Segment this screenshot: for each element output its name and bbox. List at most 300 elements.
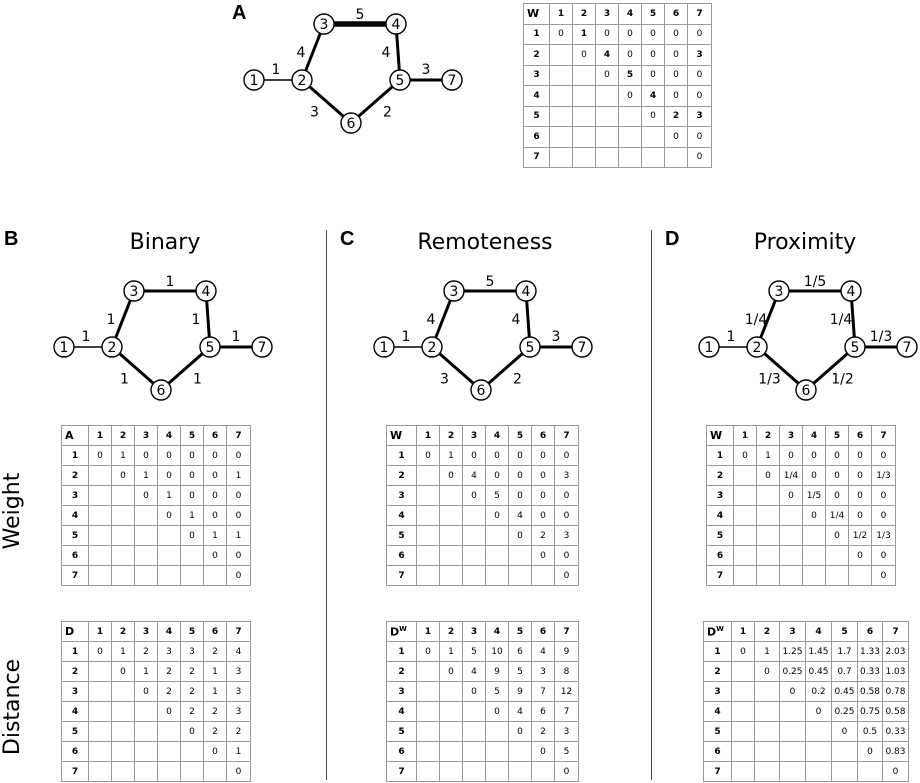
matrix-row bbox=[387, 742, 579, 762]
matrix-cell: 1/3 bbox=[872, 466, 896, 486]
matrix-cell: 1/4 bbox=[780, 466, 803, 486]
matrix-cell: 0 bbox=[849, 446, 872, 466]
matrix-col-header: 4 bbox=[806, 622, 832, 642]
matrix-row-header: 7 bbox=[62, 566, 89, 586]
matrix-row-header: 2 bbox=[387, 466, 417, 486]
matrix-cell: 0 bbox=[555, 446, 579, 466]
matrix-cell: 0 bbox=[826, 446, 849, 466]
matrix-header-row bbox=[62, 622, 251, 642]
matrix-cell: 0 bbox=[573, 45, 596, 66]
matrix-cell bbox=[619, 127, 642, 148]
matrix-cell bbox=[642, 147, 665, 168]
matrix-cell bbox=[755, 762, 780, 782]
graph-d-node-label-1: 1 bbox=[704, 340, 714, 356]
matrix-cell bbox=[755, 722, 780, 742]
matrix-col-header: 6 bbox=[858, 622, 883, 642]
matrix-cell: 0 bbox=[826, 466, 849, 486]
matrix-cell: 0 bbox=[532, 446, 555, 466]
matrix-cell bbox=[440, 742, 463, 762]
matrix-col-header: 1 bbox=[417, 426, 440, 446]
matrix-cell: 2 bbox=[665, 106, 688, 127]
matrix-corner-label: W bbox=[707, 426, 734, 446]
matrix-col-header: 3 bbox=[780, 622, 806, 642]
matrix-cell: 0 bbox=[158, 506, 181, 526]
matrix-cell: 0 bbox=[227, 762, 251, 782]
matrix-cell bbox=[550, 147, 573, 168]
matrix-cell bbox=[112, 526, 135, 546]
matrix-b-d bbox=[61, 621, 251, 782]
matrix-cell: 0 bbox=[509, 722, 532, 742]
matrix-header-row bbox=[707, 426, 896, 446]
matrix-cell: 0 bbox=[509, 526, 532, 546]
matrix-cell: 1 bbox=[440, 446, 463, 466]
matrix-cell bbox=[780, 762, 806, 782]
matrix-cell bbox=[417, 486, 440, 506]
panel-title-proximity: Proximity bbox=[753, 230, 857, 255]
matrix-col-header: 3 bbox=[463, 426, 486, 446]
graph-d-node-label-2: 2 bbox=[752, 340, 762, 356]
matrix-cell bbox=[732, 662, 755, 682]
matrix-cell: 0 bbox=[486, 702, 509, 722]
matrix-cell bbox=[806, 762, 832, 782]
matrix-cell bbox=[89, 526, 112, 546]
matrix-row bbox=[387, 702, 579, 722]
graph-b-node-label-7: 7 bbox=[257, 340, 267, 356]
matrix-cell bbox=[596, 86, 619, 107]
matrix-cell bbox=[806, 742, 832, 762]
matrix-cell: 0 bbox=[555, 762, 579, 782]
matrix-row-header: 6 bbox=[704, 742, 732, 762]
matrix-cell bbox=[440, 526, 463, 546]
panel-title-binary: Binary bbox=[129, 230, 201, 255]
matrix-col-header: 2 bbox=[573, 4, 596, 25]
matrix-cell: 0 bbox=[204, 506, 227, 526]
matrix-cell: 0 bbox=[158, 446, 181, 466]
matrix-row bbox=[387, 642, 579, 662]
matrix-row-header: 4 bbox=[387, 702, 417, 722]
matrix-row-header: 5 bbox=[704, 722, 732, 742]
matrix-cell: 0.33 bbox=[883, 722, 909, 742]
graph-c-weight-5-7: 3 bbox=[551, 329, 561, 345]
matrix-col-header: 4 bbox=[486, 426, 509, 446]
matrix-row-header: 3 bbox=[387, 486, 417, 506]
matrix-col-header: 7 bbox=[227, 426, 251, 446]
matrix-cell bbox=[734, 466, 757, 486]
matrix-cell bbox=[89, 722, 112, 742]
matrix-cell: 0 bbox=[555, 546, 579, 566]
matrix-row-header: 5 bbox=[387, 722, 417, 742]
matrix-col-header: 5 bbox=[181, 426, 204, 446]
graph-b-weight-4-5: 1 bbox=[191, 312, 201, 328]
graph-c-weight-6-5: 2 bbox=[513, 371, 522, 388]
matrix-col-header: 5 bbox=[509, 622, 532, 642]
panel-letter-b: B bbox=[4, 228, 19, 250]
matrix-cell bbox=[181, 546, 204, 566]
matrix-row bbox=[62, 506, 251, 526]
graph-c-node-label-3: 3 bbox=[449, 284, 459, 300]
matrix-cell bbox=[440, 762, 463, 782]
matrix-cell: 0 bbox=[532, 546, 555, 566]
matrix-cell: 0 bbox=[204, 742, 227, 762]
matrix-cell: 0.75 bbox=[858, 702, 883, 722]
matrix-cell bbox=[89, 662, 112, 682]
matrix-row-header: 2 bbox=[62, 466, 89, 486]
matrix-cell: 0 bbox=[89, 642, 112, 662]
matrix-cell: 0 bbox=[509, 446, 532, 466]
matrix-cell: 0 bbox=[665, 65, 688, 86]
matrix-cell bbox=[440, 566, 463, 586]
matrix-cell: 0 bbox=[872, 506, 896, 526]
matrix-cell: 1 bbox=[573, 24, 596, 45]
matrix-row bbox=[387, 762, 579, 782]
graph-a-weight-3-4: 5 bbox=[355, 7, 365, 23]
matrix-cell bbox=[532, 762, 555, 782]
matrix-cell bbox=[550, 45, 573, 66]
matrix-cell: 9 bbox=[509, 682, 532, 702]
matrix-cell bbox=[596, 127, 619, 148]
matrix-col-header: 5 bbox=[826, 426, 849, 446]
graph-a-node-label-7: 7 bbox=[447, 73, 457, 89]
matrix-cell: 0 bbox=[204, 466, 227, 486]
matrix-cell: 4 bbox=[463, 466, 486, 486]
matrix-cell: 3 bbox=[555, 466, 579, 486]
matrix-cell: 1 bbox=[204, 682, 227, 702]
matrix-row bbox=[704, 682, 909, 702]
matrix-row bbox=[62, 486, 251, 506]
matrix-cell: 6 bbox=[509, 642, 532, 662]
matrix-cell bbox=[734, 526, 757, 546]
matrix-cell: 4 bbox=[227, 642, 251, 662]
matrix-col-header: 1 bbox=[89, 426, 112, 446]
matrix-cell: 2 bbox=[204, 642, 227, 662]
matrix-cell: 1 bbox=[135, 466, 158, 486]
matrix-row bbox=[62, 702, 251, 722]
matrix-col-header: 7 bbox=[883, 622, 909, 642]
matrix-cell: 0 bbox=[227, 446, 251, 466]
matrix-cell bbox=[417, 762, 440, 782]
matrix-cell bbox=[509, 762, 532, 782]
matrix-cell: 0 bbox=[227, 546, 251, 566]
matrix-col-header: 6 bbox=[204, 426, 227, 446]
matrix-cell: 0.7 bbox=[832, 662, 858, 682]
matrix-cell: 0 bbox=[803, 466, 826, 486]
matrix-cell: 3 bbox=[227, 682, 251, 702]
matrix-cell bbox=[463, 566, 486, 586]
matrix-cell: 10 bbox=[486, 642, 509, 662]
matrix-cell: 1.7 bbox=[832, 642, 858, 662]
matrix-col-header: 6 bbox=[849, 426, 872, 446]
matrix-row bbox=[62, 722, 251, 742]
matrix-cell: 1 bbox=[227, 742, 251, 762]
matrix-cell: 0 bbox=[665, 45, 688, 66]
matrix-cell: 0 bbox=[858, 742, 883, 762]
matrix-cell bbox=[573, 127, 596, 148]
matrix-cell: 2 bbox=[181, 702, 204, 722]
matrix-cell bbox=[417, 722, 440, 742]
matrix-cell: 5 bbox=[555, 742, 579, 762]
matrix-cell: 0 bbox=[803, 446, 826, 466]
matrix-cell: 0 bbox=[417, 642, 440, 662]
matrix-cell: 0 bbox=[555, 486, 579, 506]
matrix-col-header: 3 bbox=[780, 426, 803, 446]
matrix-cell: 0 bbox=[849, 486, 872, 506]
matrix-cell bbox=[642, 127, 665, 148]
matrix-col-header: 6 bbox=[532, 622, 555, 642]
matrix-cell: 0 bbox=[642, 106, 665, 127]
matrix-cell bbox=[665, 147, 688, 168]
matrix-cell bbox=[89, 742, 112, 762]
matrix-cell: 0 bbox=[780, 682, 806, 702]
matrix-cell: 0 bbox=[532, 742, 555, 762]
matrix-corner-label: $D^W$ bbox=[387, 622, 417, 642]
matrix-cell bbox=[755, 682, 780, 702]
matrix-row-header: 5 bbox=[707, 526, 734, 546]
matrix-row-header: 6 bbox=[524, 127, 550, 148]
matrix-cell bbox=[832, 762, 858, 782]
matrix-cell bbox=[734, 486, 757, 506]
matrix-c-d bbox=[386, 621, 579, 782]
matrix-cell: 1 bbox=[440, 642, 463, 662]
matrix-row bbox=[707, 566, 896, 586]
matrix-cell bbox=[112, 742, 135, 762]
matrix-col-header: 4 bbox=[486, 622, 509, 642]
matrix-cell: 0 bbox=[688, 24, 712, 45]
matrix-cell: 0 bbox=[417, 446, 440, 466]
matrix-cell: 2 bbox=[227, 722, 251, 742]
matrix-cell: 0.25 bbox=[832, 702, 858, 722]
matrix-row-header: 6 bbox=[387, 546, 417, 566]
matrix-cell: 0.45 bbox=[832, 682, 858, 702]
matrix-row-header: 3 bbox=[62, 486, 89, 506]
matrix-cell bbox=[780, 566, 803, 586]
matrix-cell: 4 bbox=[532, 642, 555, 662]
matrix-cell bbox=[135, 506, 158, 526]
matrix-cell: 1 bbox=[112, 446, 135, 466]
matrix-row bbox=[62, 682, 251, 702]
matrix-row bbox=[387, 446, 579, 466]
matrix-cell bbox=[486, 526, 509, 546]
matrix-row bbox=[704, 742, 909, 762]
matrix-cell bbox=[440, 702, 463, 722]
matrix-cell: 5 bbox=[463, 642, 486, 662]
matrix-cell bbox=[619, 147, 642, 168]
matrix-cell bbox=[757, 506, 780, 526]
matrix-cell: 0.33 bbox=[858, 662, 883, 682]
matrix-cell bbox=[417, 682, 440, 702]
graph-b-node-label-6: 6 bbox=[156, 383, 166, 399]
matrix-row bbox=[704, 722, 909, 742]
graph-a-weight-6-5: 2 bbox=[383, 104, 392, 121]
matrix-cell bbox=[417, 466, 440, 486]
matrix-row bbox=[387, 566, 579, 586]
matrix-cell: 0 bbox=[826, 486, 849, 506]
matrix-cell: 0 bbox=[181, 446, 204, 466]
matrix-cell: 1/5 bbox=[803, 486, 826, 506]
matrix-cell: 0 bbox=[642, 45, 665, 66]
matrix-cell: 7 bbox=[555, 702, 579, 722]
matrix-cell bbox=[780, 526, 803, 546]
matrix-row-header: 6 bbox=[707, 546, 734, 566]
matrix-cell: 5 bbox=[486, 682, 509, 702]
matrix-cell: 0 bbox=[826, 526, 849, 546]
matrix-col-header: 2 bbox=[757, 426, 780, 446]
matrix-cell: 0 bbox=[732, 642, 755, 662]
matrix-cell: 2 bbox=[158, 682, 181, 702]
matrix-col-header: 5 bbox=[181, 622, 204, 642]
matrix-cell: 0 bbox=[688, 127, 712, 148]
matrix-cell bbox=[596, 147, 619, 168]
divider-bc bbox=[326, 230, 327, 780]
matrix-cell bbox=[158, 566, 181, 586]
matrix-cell: 0 bbox=[204, 446, 227, 466]
matrix-cell: 0 bbox=[532, 466, 555, 486]
matrix-cell: 0 bbox=[806, 702, 832, 722]
matrix-cell: 0 bbox=[509, 486, 532, 506]
matrix-col-header: 1 bbox=[734, 426, 757, 446]
matrix-row-header: 4 bbox=[62, 702, 89, 722]
matrix-cell bbox=[158, 546, 181, 566]
matrix-row-header: 2 bbox=[524, 45, 550, 66]
graph-c-node-label-7: 7 bbox=[577, 340, 587, 356]
graph-a-weight-2-3: 4 bbox=[296, 45, 306, 61]
matrix-cell: 0 bbox=[89, 446, 112, 466]
matrix-cell: 2 bbox=[204, 722, 227, 742]
matrix-cell: 2.03 bbox=[883, 642, 909, 662]
matrix-col-header: 7 bbox=[688, 4, 712, 25]
matrix-cell: 4 bbox=[642, 86, 665, 107]
matrix-cell: 0 bbox=[872, 486, 896, 506]
matrix-cell bbox=[755, 742, 780, 762]
graph-a-node-label-3: 3 bbox=[319, 17, 329, 33]
matrix-cell: 0 bbox=[849, 506, 872, 526]
matrix-cell bbox=[803, 566, 826, 586]
graph-a-node-label-6: 6 bbox=[346, 116, 356, 132]
matrix-corner-label: A bbox=[62, 426, 89, 446]
matrix-cell: 0 bbox=[688, 147, 712, 168]
graph-d-weight-6-5: 1/2 bbox=[831, 371, 854, 388]
matrix-cell bbox=[780, 722, 806, 742]
matrix-row-header: 2 bbox=[707, 466, 734, 486]
matrix-cell: 0 bbox=[135, 486, 158, 506]
matrix-cell: 1/3 bbox=[872, 526, 896, 546]
matrix-cell: 0 bbox=[872, 446, 896, 466]
matrix-cell bbox=[181, 742, 204, 762]
matrix-cell bbox=[734, 566, 757, 586]
graph-c-node-label-5: 5 bbox=[525, 340, 535, 356]
matrix-cell: 0 bbox=[135, 682, 158, 702]
matrix-cell: 0 bbox=[204, 486, 227, 506]
matrix-cell: 0 bbox=[550, 24, 573, 45]
matrix-row bbox=[524, 127, 712, 148]
matrix-cell: 7 bbox=[532, 682, 555, 702]
matrix-row-header: 1 bbox=[387, 642, 417, 662]
matrix-cell: 0.58 bbox=[858, 682, 883, 702]
matrix-cell bbox=[780, 742, 806, 762]
matrix-cell: 5 bbox=[486, 486, 509, 506]
matrix-col-header: 5 bbox=[832, 622, 858, 642]
matrix-row bbox=[387, 526, 579, 546]
matrix-row-header: 4 bbox=[62, 506, 89, 526]
matrix-cell bbox=[573, 147, 596, 168]
matrix-cell: 0 bbox=[227, 566, 251, 586]
matrix-row bbox=[704, 762, 909, 782]
matrix-cell bbox=[135, 722, 158, 742]
matrix-cell: 0 bbox=[204, 546, 227, 566]
matrix-cell: 0 bbox=[463, 486, 486, 506]
matrix-cell: 1.45 bbox=[806, 642, 832, 662]
matrix-row-header: 4 bbox=[707, 506, 734, 526]
matrix-corner-label: W bbox=[387, 426, 417, 446]
matrix-cell bbox=[89, 506, 112, 526]
matrix-cell bbox=[550, 86, 573, 107]
matrix-cell bbox=[509, 742, 532, 762]
matrix-row-header: 3 bbox=[524, 65, 550, 86]
matrix-cell: 9 bbox=[486, 662, 509, 682]
matrix-cell bbox=[732, 762, 755, 782]
matrix-col-header: 5 bbox=[642, 4, 665, 25]
matrix-cell: 0 bbox=[780, 446, 803, 466]
matrix-cell: 3 bbox=[227, 662, 251, 682]
matrix-cell bbox=[417, 662, 440, 682]
matrix-cell bbox=[112, 506, 135, 526]
matrix-cell bbox=[619, 106, 642, 127]
matrix-row-header: 3 bbox=[62, 682, 89, 702]
matrix-row-header: 1 bbox=[524, 24, 550, 45]
matrix-cell bbox=[486, 722, 509, 742]
matrix-cell: 0 bbox=[440, 466, 463, 486]
matrix-col-header: 1 bbox=[732, 622, 755, 642]
matrix-cell bbox=[532, 566, 555, 586]
matrix-row-header: 7 bbox=[387, 566, 417, 586]
matrix-row-header: 5 bbox=[524, 106, 550, 127]
matrix-cell bbox=[757, 566, 780, 586]
matrix-cell: 0 bbox=[832, 722, 858, 742]
graph-c-node-label-6: 6 bbox=[476, 383, 486, 399]
graph-b-node-label-4: 4 bbox=[201, 284, 211, 300]
matrix-row-header: 3 bbox=[387, 682, 417, 702]
matrix-row-header: 1 bbox=[704, 642, 732, 662]
matrix-row-header: 6 bbox=[387, 742, 417, 762]
matrix-b-a bbox=[61, 425, 251, 586]
matrix-col-header: 2 bbox=[112, 622, 135, 642]
matrix-row bbox=[704, 662, 909, 682]
matrix-cell: 0 bbox=[642, 65, 665, 86]
matrix-row-header: 4 bbox=[387, 506, 417, 526]
matrix-cell: 1/4 bbox=[826, 506, 849, 526]
matrix-row bbox=[707, 546, 896, 566]
matrix-cell bbox=[417, 546, 440, 566]
matrix-cell bbox=[463, 742, 486, 762]
matrix-row-header: 1 bbox=[62, 446, 89, 466]
matrix-row-header: 7 bbox=[707, 566, 734, 586]
matrix-row bbox=[704, 702, 909, 722]
matrix-cell: 3 bbox=[158, 642, 181, 662]
matrix-row-header: 3 bbox=[707, 486, 734, 506]
matrix-cell bbox=[417, 526, 440, 546]
matrix-cell: 0 bbox=[158, 466, 181, 486]
matrix-col-header: 1 bbox=[417, 622, 440, 642]
matrix-corner-label: D bbox=[62, 622, 89, 642]
matrix-row-header: 7 bbox=[704, 762, 732, 782]
graph-b-weight-5-7: 1 bbox=[231, 329, 241, 345]
matrix-cell: 0 bbox=[872, 566, 896, 586]
matrix-cell bbox=[440, 722, 463, 742]
graph-d-weight-1-2: 1 bbox=[726, 329, 736, 345]
panel-title-remoteness: Remoteness bbox=[417, 230, 553, 255]
matrix-cell bbox=[112, 762, 135, 782]
matrix-cell bbox=[89, 702, 112, 722]
matrix-cell bbox=[780, 506, 803, 526]
